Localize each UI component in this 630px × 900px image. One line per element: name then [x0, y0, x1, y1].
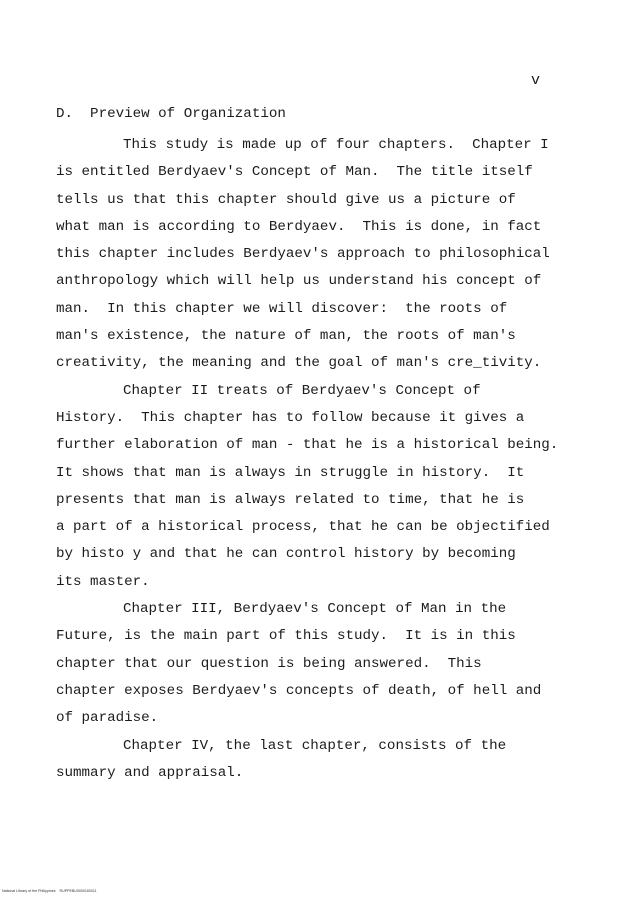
- paragraph-1-line-9: creativity, the meaning and the goal of man's cre_tivity.: [56, 355, 542, 372]
- paragraph-3-line-2: Future, is the main part of this study. It is in this: [56, 628, 516, 645]
- paragraph-3-line-3: chapter that our question is being answered. This: [56, 655, 482, 672]
- page-number: v: [531, 72, 541, 89]
- paragraph-2-line-5: presents that man is always related to time, that he is: [56, 491, 525, 508]
- paragraph-3-line-4: chapter exposes Berdyaev's concepts of death, of hell and: [56, 682, 542, 699]
- paragraph-2-line-3: further elaboration of man - that he is a historical being.: [56, 437, 559, 454]
- paragraph-2-line-4: It shows that man is always in struggle in history. It: [56, 464, 525, 481]
- paragraph-4-line-2: summary and appraisal.: [56, 764, 244, 781]
- paragraph-3-line-1: Chapter III, Berdyaev's Concept of Man in the: [123, 601, 507, 618]
- paragraph-1-line-5: this chapter includes Berdyaev's approach to philosophical: [56, 246, 550, 263]
- paragraph-1-line-8: man's existence, the nature of man, the roots of man's: [56, 328, 516, 345]
- paragraph-1-line-3: tells us that this chapter should give us a picture of: [56, 191, 516, 208]
- paragraph-2-line-7: by histo y and that he can control history by becoming: [56, 546, 516, 563]
- paragraph-1-line-4: what man is according to Berdyaev. This is done, in fact: [56, 218, 542, 235]
- paragraph-1-line-7: man. In this chapter we will discover: the roots of: [56, 300, 508, 317]
- body-text: [56, 132, 616, 787]
- paragraph-4-line-1: Chapter IV, the last chapter, consists of the: [123, 737, 507, 754]
- footer-note: National Library of the Philippines RUPPEBU0000160011: [2, 889, 97, 893]
- paragraph-2-line-1: Chapter II treats of Berdyaev's Concept of: [123, 382, 481, 399]
- paragraph-2-line-8: its master.: [56, 573, 150, 590]
- paragraph-3-line-5: of paradise.: [56, 710, 159, 727]
- paragraph-2-line-2: History. This chapter has to follow because it gives a: [56, 409, 525, 426]
- paragraph-1-line-1: This study is made up of four chapters. Chapter I: [123, 137, 549, 153]
- section-heading: D. Preview of Organization: [56, 106, 286, 122]
- paragraph-2-line-6: a part of a historical process, that he can be objectified: [56, 519, 550, 536]
- paragraph-1-line-6: anthropology which will help us understand his concept of: [56, 273, 542, 290]
- paragraph-1-line-2: is entitled Berdyaev's Concept of Man. The title itself: [56, 164, 533, 181]
